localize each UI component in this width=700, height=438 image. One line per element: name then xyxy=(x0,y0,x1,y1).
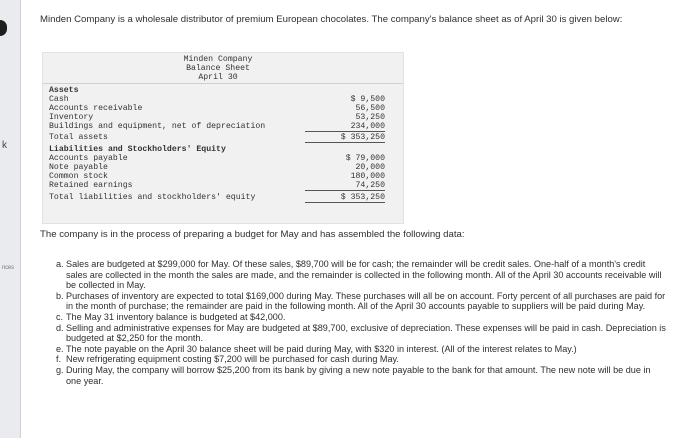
row-label: Accounts receivable xyxy=(49,104,143,113)
table-row xyxy=(49,113,389,122)
company-name: Minden Company xyxy=(183,55,253,64)
row-label: Accounts payable xyxy=(49,154,128,163)
list-item xyxy=(56,323,668,344)
item-key: a. xyxy=(56,259,64,269)
sidebar-tab-marker[interactable] xyxy=(0,20,7,36)
sheet-title: Balance Sheet xyxy=(186,64,250,73)
process-text: The company is in the process of preparing a budget for May and has assembled the following data: xyxy=(40,229,465,240)
intro-text: Minden Company is a wholesale distributor of premium European chocolates. The company's balance sheet as of April 30 is given below: xyxy=(40,14,623,25)
sidebar-mark: k xyxy=(2,140,7,151)
balance-sheet-header xyxy=(138,55,298,82)
list-item xyxy=(56,354,668,365)
row-amount: $ 9,500 xyxy=(350,95,385,104)
row-amount: 180,000 xyxy=(350,172,385,181)
item-key: d. xyxy=(56,322,64,333)
item-text: Sales are budgeted at $299,000 for May. Of these sales, $89,700 will be for cash; the remainder will be credit sales. One-half of a month's credit sales are collected in the month the sales are made, and the remainder is collected in the following month. All of the April 30 accounts receivable will be collected in May. xyxy=(66,259,662,291)
list-item xyxy=(56,312,668,323)
item-key: e. xyxy=(56,343,64,354)
row-label: Assets xyxy=(49,86,79,95)
table-row xyxy=(49,154,389,163)
row-label: Common stock xyxy=(49,172,108,181)
balance-sheet xyxy=(42,52,404,224)
row-label: Total liabilities and stockholders' equity xyxy=(49,193,256,202)
item-text: New refrigerating equipment costing $7,200 will be purchased for cash during May. xyxy=(66,354,399,365)
list-item xyxy=(56,344,668,355)
table-row xyxy=(49,133,389,142)
item-text: The note payable on the April 30 balance sheet will be paid during May, with $320 in interest. (All of the interest relates to May.) xyxy=(66,343,577,354)
sheet-date: April 30 xyxy=(198,73,238,82)
item-text: Selling and administrative expenses for May are budgeted at $89,700, exclusive of depreciation. These expenses will be paid in cash. Depreciation is budgeted at $2,250 for the month. xyxy=(66,322,666,344)
budget-data-list xyxy=(56,259,668,386)
row-amount: $ 353,250 xyxy=(305,133,385,143)
item-key: b. xyxy=(56,290,64,301)
table-row xyxy=(49,122,389,131)
item-key: g. xyxy=(56,364,64,375)
table-row xyxy=(49,181,389,190)
left-sidebar-strip xyxy=(0,0,21,438)
row-label: Total assets xyxy=(49,133,108,142)
row-amount: $ 353,250 xyxy=(305,193,385,203)
table-row xyxy=(49,86,389,95)
row-label: Cash xyxy=(49,95,69,104)
row-label: Note payable xyxy=(49,163,108,172)
table-row xyxy=(49,104,389,113)
table-row xyxy=(49,163,389,172)
row-label: Liabilities and Stockholders' Equity xyxy=(49,145,226,154)
item-key: c. xyxy=(56,311,64,322)
row-amount: 53,250 xyxy=(355,113,385,122)
list-item xyxy=(56,259,668,291)
row-amount: 20,000 xyxy=(355,163,385,172)
table-row xyxy=(49,95,389,104)
row-label: Buildings and equipment, net of depreciation xyxy=(49,122,266,131)
sidebar-references-label[interactable]: nces xyxy=(2,265,14,271)
item-text: During May, the company will borrow $25,200 from its bank by giving a new note payable to the bank for that amount. The new note will be due in one year. xyxy=(66,364,651,386)
item-key: f. xyxy=(56,354,62,365)
row-amount: $ 79,000 xyxy=(345,154,385,163)
table-row xyxy=(49,145,389,154)
row-amount: 234,000 xyxy=(305,122,385,132)
row-label: Inventory xyxy=(49,113,94,122)
row-amount: 74,250 xyxy=(305,181,385,191)
item-text: The May 31 inventory balance is budgeted at $42,000. xyxy=(66,311,286,322)
row-label: Retained earnings xyxy=(49,181,133,190)
list-item xyxy=(56,365,668,386)
table-row xyxy=(49,193,389,202)
list-item xyxy=(56,291,668,312)
item-text: Purchases of inventory are expected to total $169,000 during May. These purchases will all be on account. Forty percent of all purchases are paid for in the month of purchase; the remainder are paid in the following month. All of the April 30 accounts payable to suppliers will be paid during May. xyxy=(66,290,666,312)
header-divider xyxy=(43,83,403,84)
table-row xyxy=(49,172,389,181)
row-amount: 56,500 xyxy=(355,104,385,113)
